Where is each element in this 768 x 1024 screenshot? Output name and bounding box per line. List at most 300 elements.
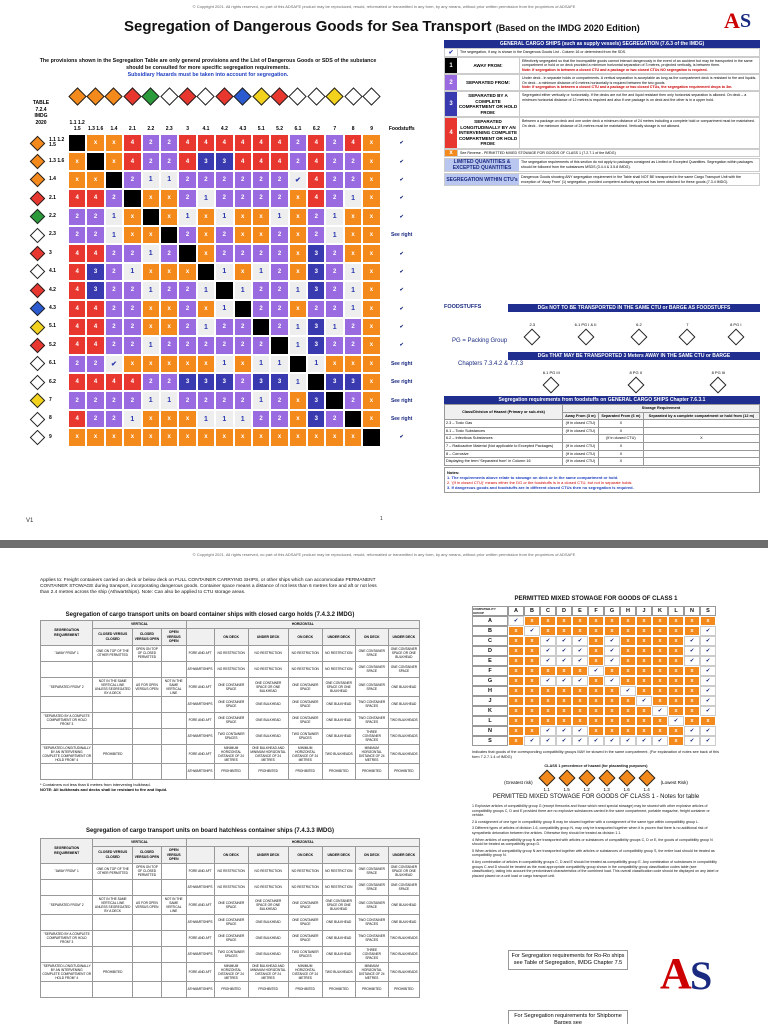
hazard-diamond-icon [30, 430, 46, 446]
seg-table-cell [41, 946, 93, 962]
col-header [307, 86, 325, 134]
seg-table-cell: "SEPARATED LONGITUDINALLY BY AN INTERVENING COMPLETE COMPARTMENT OR HOLD FROM" 4 [42, 963, 92, 980]
col-header [344, 86, 362, 134]
seg-cell: x [362, 152, 380, 170]
table-row [28, 208, 434, 226]
pm-cell: x [668, 676, 684, 686]
seg-table-cell: PROHIBITED [355, 763, 388, 779]
seg-cell: x [362, 208, 380, 226]
seg-table-cell [161, 712, 186, 728]
seg-cell: 4 [68, 373, 86, 391]
row-label-text: 6.1 [49, 360, 56, 367]
pm-col-header: K [652, 606, 668, 616]
seg-cell: 2 [325, 300, 343, 318]
food-icons-1 [508, 312, 760, 352]
seg-table-cell: ONE BULKHEAD [248, 728, 288, 744]
pm-cell: x [588, 676, 604, 686]
pm-cell: x [636, 616, 652, 626]
pm-cell: ✔ [700, 706, 716, 716]
seg-table-cell [93, 914, 133, 930]
general-cargo-header: GENERAL CARGO SHIPS (such as supply vessels) SEGREGATION (7.6.3 of the IMDG) [444, 40, 760, 48]
seg-table-cell [93, 930, 133, 946]
seg-cell: 4 [68, 318, 86, 336]
food-cell: X [598, 450, 643, 458]
seg-cell: 4 [86, 318, 104, 336]
pm-cell: ✔ [700, 676, 716, 686]
pm-cell: x [636, 706, 652, 716]
row-label-text: 3 [49, 249, 52, 256]
seg-cell [215, 281, 233, 299]
seg-cell: 1 [234, 410, 252, 428]
seg-cell: x [307, 428, 325, 446]
seg-cell: 2 [270, 410, 288, 428]
seg-cell: x [362, 300, 380, 318]
seg-cell: x [160, 189, 178, 207]
food-cell: 6.1 – Toxic Substances [445, 427, 563, 435]
seg-table-cell: ONE BULKHEAD [388, 696, 419, 712]
seg-cell: 3 [270, 373, 288, 391]
col-label: 2.3 [165, 126, 173, 132]
pm-cell: x [620, 696, 636, 706]
seg-cell: 3 [307, 391, 325, 409]
pm-cell: ✔ [684, 726, 700, 736]
hazard-diamond-icon [30, 338, 46, 354]
seg-cell: 2 [344, 336, 362, 354]
pm-cell: ✔ [604, 676, 620, 686]
t2-th-s4: ON DECK [355, 847, 388, 864]
seg-cell: 1 [215, 355, 233, 373]
seg-cell: 2 [252, 189, 270, 207]
seg-cell: 2 [123, 171, 141, 189]
seg-cell: 4 [68, 189, 86, 207]
pm-cell: ✔ [572, 726, 588, 736]
seg-table-cell: ONE BULKHEAD [322, 728, 355, 744]
seg-cell: x [362, 134, 380, 152]
food-col-header [381, 86, 423, 134]
row-label [28, 208, 68, 226]
food-cell: (If in closed CTU) [562, 442, 598, 450]
seg-table-cell: ONE BULKHEAD AND MINIMUM HORIZONTAL DISTANCE OF 24 METRES [248, 962, 288, 981]
seg-table-row [41, 744, 420, 763]
seg-table-cell: ONE CONTAINER SPACE [355, 645, 388, 661]
pm-row-header: H [472, 686, 508, 696]
col-header [234, 86, 252, 134]
pm-cell: x [556, 696, 572, 706]
pm-cell: ✔ [620, 686, 636, 696]
seg-desc: Effectively segregated so that the incompatible goods cannot interact dangerously in the event of an accident but may be transported in the same compartment or hold or on deck provided a minimum horizontal separation of 3 metres, projected vertically, is between them. [522, 59, 753, 68]
seg-cell [105, 171, 123, 189]
pm-col-header: N [684, 606, 700, 616]
pm-cell: x [572, 616, 588, 626]
pm-cell: x [620, 676, 636, 686]
food-icons-2 [508, 360, 760, 400]
seg-cell: 2 [289, 134, 307, 152]
seg-cell: 2 [325, 244, 343, 262]
pm-cell: x [668, 636, 684, 646]
seg-cell [142, 208, 160, 226]
hazard-diamond-icon [627, 376, 644, 393]
seg-table-cell: PROHIBITED [355, 981, 388, 997]
pm-row-header: C [472, 636, 508, 646]
seg-cell: x [252, 428, 270, 446]
prec-item [641, 772, 653, 792]
seg-table-cell [41, 728, 93, 744]
food-table-block [444, 396, 760, 493]
prec-label: 1.3 [603, 787, 610, 793]
t1-th-s3: UNDER DECK [322, 629, 355, 646]
seg-table-cell: ONE CONTAINER SPACE [214, 914, 248, 930]
table-row [28, 410, 434, 428]
seg-table-cell: ONE BULKHEAD [388, 914, 419, 930]
seg-table-cell [93, 696, 133, 712]
seg-table-cell: THREE CONTAINER SPACES [355, 728, 388, 744]
seg-table-cell: TWO BULKHEADS [388, 712, 419, 728]
pm-cell: x [572, 716, 588, 726]
seg-table-cell: NO RESTRICTION [214, 879, 248, 895]
t1-th-s4: ON DECK [355, 629, 388, 646]
pm-cell: x [524, 616, 540, 626]
row-label [28, 189, 68, 207]
seg-cell: 2 [105, 318, 123, 336]
table-row [28, 373, 434, 391]
seg-table-cell: MINIMUM HORIZONTAL DISTANCE OF 24 METRES [214, 962, 248, 981]
seg-table-cell: FORE AND AFT [186, 677, 214, 696]
seg-table-cell: ATHWARTSHIPS [186, 661, 214, 677]
seg-cell: 4 [215, 134, 233, 152]
pm-title: PERMITTED MIXED STOWAGE FOR GOODS OF CLASS 1 [514, 596, 678, 602]
seg-cell: x [86, 428, 104, 446]
seg-table-cell [133, 696, 162, 712]
seg-cell: 2 [68, 355, 86, 373]
pm-cell: ✔ [556, 646, 572, 656]
seg-table-cell: ONE BULKHEAD AND MINIMUM HORIZONTAL DISTANCE OF 24 METRES [248, 744, 288, 763]
pm-cell: ✔ [652, 706, 668, 716]
copyright-2: © Copyright 2021. All rights reserved, no part of this ADSAFE product may be reproduced, resold, reformatted or transmitted in any form, by any means, without prior written permission from the proprietors of ADSAFE [192, 552, 576, 557]
seg-table-cell [161, 962, 186, 981]
pm-cell: x [684, 626, 700, 636]
seg-cell: x [289, 300, 307, 318]
food-bar-2: DGs THAT MAY BE TRANSPORTED 3 Meters AWAY IN THE SAME CTU or BARGE [508, 352, 760, 360]
seg-cell: x [234, 428, 252, 446]
food-icon-item [633, 322, 645, 343]
pm-cell: x [588, 646, 604, 656]
seg-cell: 2 [270, 318, 288, 336]
seg-note: Note: If segregation in between a closed CTU and a package or two closed CTUs NO segregation is required. [522, 67, 708, 72]
seg-table-cell: ONE CONTAINER SPACE [288, 895, 322, 914]
t2-th-cc: CLOSED VERSUS CLOSED [93, 847, 133, 864]
pm-cell: x [572, 686, 588, 696]
seg-table-cell: ONE CONTAINER SPACE [288, 696, 322, 712]
seg-cell: 2 [325, 263, 343, 281]
table2-title: Segregation of cargo transport units on board hatchless container ships (7.4.3.3 IMDG) [85, 828, 335, 834]
pm-cell: ✔ [556, 656, 572, 666]
seg-name: SEPARATED LONGITUDINALLY BY AN INTERVENING COMPLETE COMPARTMENT OR HOLD FROM: [458, 119, 518, 147]
seg-cell: 1 [142, 171, 160, 189]
x-icon: x [445, 150, 457, 156]
seg-table-cell: ONE CONTAINER SPACE [214, 712, 248, 728]
pm-cell: ✔ [540, 726, 556, 736]
seg-cell: 2 [123, 300, 141, 318]
food-icon-item [526, 322, 538, 343]
row-label-text: 4.2 [49, 286, 56, 293]
seg-table-cell: ONE CONTAINER SPACE [288, 930, 322, 946]
seg-cell: 2 [68, 226, 86, 244]
seg-cell: 4 [178, 134, 196, 152]
seg-cell: 4 [86, 336, 104, 354]
seg-cell: 1 [160, 171, 178, 189]
seg-cell: 4 [307, 189, 325, 207]
seg-cell: 3 [252, 373, 270, 391]
seg-cell: 2 [270, 226, 288, 244]
row-label-text: 5.2 [49, 341, 56, 348]
pm-cell: x [556, 716, 572, 726]
seg-cell: 2 [160, 336, 178, 354]
food-th-0: Class/Division of Hazard (Primary or sub-risk) [445, 405, 563, 420]
pm-cell: x [556, 616, 572, 626]
seg-cell: 2 [325, 171, 343, 189]
seg-table-cell: TWO CONTAINER SPACES [288, 728, 322, 744]
table1-title: Segregation of cargo transport units on board container ships with closed cargo holds (7.4.3.2 IMDG) [65, 612, 355, 618]
pm-cell: x [540, 616, 556, 626]
pm-cell: x [652, 626, 668, 636]
seg-cell: 2 [215, 171, 233, 189]
seg-cell: x [344, 226, 362, 244]
seg-cell: x [234, 226, 252, 244]
seg-cell: x [362, 391, 380, 409]
seg-cell: 2 [123, 244, 141, 262]
seg-table-cell: ATHWARTSHIPS [186, 879, 214, 895]
seg-cell: 2 [215, 318, 233, 336]
t1-th-s0: ON DECK [214, 629, 248, 646]
seg-table-cell: PROHIBITED [248, 981, 288, 997]
pm-cell: x [588, 716, 604, 726]
hazard-diamond-icon [30, 191, 46, 207]
seg-cell: 1 [252, 263, 270, 281]
seg-cell: 2 [86, 226, 104, 244]
pm-note-item: 5 When articles of compatibility group N are transported together with articles or substances of compatibility group S, the entire load should be treated as compatibility group N. [472, 848, 715, 858]
permitted-mixed-stowage [472, 596, 720, 792]
hazard-diamond-icon [123, 87, 141, 105]
seg-cell: 2 [178, 318, 196, 336]
seg-cell: 1 [270, 355, 288, 373]
food-th-3: Separated by a complete compartment or hold from (12 m) [643, 412, 759, 420]
seg-cell: 2 [160, 134, 178, 152]
check-icon: ✔ [445, 49, 457, 56]
seg-table-cell [161, 661, 186, 677]
seg-table-row [41, 712, 420, 728]
seg-table-cell: NO RESTRICTION [248, 879, 288, 895]
food-cell [562, 435, 598, 443]
seg-cell: x [197, 355, 215, 373]
seg-table-row [41, 930, 420, 946]
seg-table-cell: TWO CONTAINER SPACES [355, 930, 388, 946]
seg-table-cell: ONE CONTAINER SPACE [355, 895, 388, 914]
hazard-diamond-icon [30, 135, 46, 151]
seg-table-cell: FORE AND AFT [186, 895, 214, 914]
seg-table-cell [133, 744, 162, 763]
seg-check-text: The segregation, if any, is shown in the Dangerous Goods List - Column 16 or determined from the SDS. [457, 49, 759, 56]
pm-cell: x [668, 696, 684, 706]
food-cell: 8 – Corrosive [445, 450, 563, 458]
seg-cell: x [105, 152, 123, 170]
col-label: 2.1 [128, 126, 136, 132]
seg-cell: 2 [178, 281, 196, 299]
seg-table-row [41, 863, 420, 879]
pm-cell: x [604, 706, 620, 716]
seg-cell: 4 [252, 152, 270, 170]
seg-cell: x [234, 355, 252, 373]
pm-col-header: F [588, 606, 604, 616]
seg-table-cell: TWO CONTAINER SPACES [355, 914, 388, 930]
row-label-text: 2.2 [49, 213, 56, 219]
col-label: 9 [370, 126, 373, 132]
pm-cell: x [508, 646, 524, 656]
seg-number: 3 [445, 92, 457, 116]
food-icon-label: 6.1 PG I & II [574, 321, 597, 327]
pm-cell: x [684, 666, 700, 676]
seg-table-cell: PROHIBITED [322, 981, 355, 997]
seg-cell: x [252, 226, 270, 244]
row-label [28, 263, 68, 281]
seg-table-cell: MINIMUM HORIZONTAL DISTANCE OF 24 METRES [288, 962, 322, 981]
intro [38, 58, 378, 79]
pm-cell: x [524, 646, 540, 656]
seg-cell: 2 [160, 281, 178, 299]
pm-cell: ✔ [700, 696, 716, 706]
food-cell: (If in closed CTU) [562, 427, 598, 435]
seg-table-cell: NO RESTRICTION [288, 879, 322, 895]
seg-cell: 2 [105, 336, 123, 354]
seg-cell: 4 [86, 244, 104, 262]
seg-table-cell: ONE CONTAINER SPACE OR ONE BULKHEAD [322, 677, 355, 696]
seg-cell: 3 [215, 152, 233, 170]
food-icon-label: 8 PG I [730, 321, 742, 327]
seg-table-row [41, 981, 420, 997]
seg-table-row [41, 696, 420, 712]
seg-cell: 1 [215, 300, 233, 318]
pm-cell: x [604, 696, 620, 706]
seg-table-cell: ONE CONTAINER SPACE [214, 930, 248, 946]
pm-cell: ✔ [700, 646, 716, 656]
seg-cell: x [123, 355, 141, 373]
seg-table-cell: MINIMUM HORIZONTAL DISTANCE OF 24 METRES [288, 744, 322, 763]
logo-large: A S [660, 949, 713, 998]
seg-table-cell: NO RESTRICTION [322, 661, 355, 677]
seg-desc: Between a package on deck and one under deck a minimum distance of 24 metres including a complete hold or compartment must be maintained. On deck - the minimum distance of 24 metres must be maintained. Vertically storage is not allowed. [522, 119, 755, 128]
seg-cell: 2 [252, 244, 270, 262]
hazard-diamond-icon [105, 87, 123, 105]
pm-cell: x [620, 636, 636, 646]
row-label [28, 355, 68, 373]
seg-cell: ✔ [289, 171, 307, 189]
pm-cell: ✔ [524, 626, 540, 636]
hazard-diamond-icon [524, 328, 541, 345]
page-2 [0, 548, 768, 1024]
pm-cell: x [508, 716, 524, 726]
pm-cell: x [668, 646, 684, 656]
pm-cell: ✔ [684, 656, 700, 666]
seg-table-cell: NO RESTRICTION [322, 863, 355, 879]
seg-cell: 1 [197, 318, 215, 336]
food-cell [643, 427, 759, 435]
seg-table-row [41, 763, 420, 779]
pm-cell: ✔ [540, 656, 556, 666]
pm-cell: x [588, 686, 604, 696]
food-cell: 7 – Radioactive Material (Not applicable to Excepted Packages) [445, 442, 563, 450]
seg-cell: x [362, 410, 380, 428]
t1-th-oo: OPEN VERSUS OPEN [161, 629, 186, 646]
hatchless-table [40, 838, 420, 998]
seg-cell: x [362, 171, 380, 189]
food-cell: ✔ [399, 268, 404, 275]
pm-row-header: B [472, 626, 508, 636]
hazard-diamond-icon [215, 87, 233, 105]
food-cell: ✔ [399, 342, 404, 349]
pm-cell: x [588, 616, 604, 626]
pm-cell: x [620, 716, 636, 726]
seg-cell: ✔ [105, 355, 123, 373]
seg-cell: 1 [105, 208, 123, 226]
barge-note: For Segregation requirements for Shipborne Barges see [508, 1010, 628, 1024]
seg-cell: 2 [178, 189, 196, 207]
seg-cell: 4 [307, 134, 325, 152]
seg-row [444, 57, 760, 74]
col-label: 1.1 1.2 1.5 [69, 120, 85, 132]
seg-cell: 3 [307, 263, 325, 281]
seg-cell: 1 [142, 281, 160, 299]
pm-cell: ✔ [604, 736, 620, 746]
seg-table-cell: "SEPARATED FROM" 2 [41, 895, 93, 914]
seg-cell: 4 [86, 300, 104, 318]
pm-note-item: 4 When articles of compatibility group N are transported with articles or substances of compatibility groups C, D or E, the goods of compatibility group N should be treated as compatibility group D. [472, 837, 713, 847]
row-label [28, 226, 68, 244]
seg-table-cell: ONE BULKHEAD [322, 946, 355, 962]
seg-cell: 1 [289, 336, 307, 354]
seg-cell: 2 [252, 336, 270, 354]
food-tbody [445, 420, 760, 466]
title-sub: (Based on the IMDG 2020 Edition) [495, 23, 640, 33]
seg-cell: 2 [307, 208, 325, 226]
pm-note-item: 6 Any combination of articles in compatibility groups C, D and E should be treated as compatibility group E. Any combination of substances in compatibility groups C and D should be treated as the most appropriate compatibility group shown in the compatibility group classification codes table (see classification), taking into account the predominant characteristics of the combined load. This overall classification code should be displayed on any label or placard placed on a unit load or cargo transport unit. [472, 859, 719, 878]
seg-cell: 4 [123, 134, 141, 152]
seg-table-row [41, 645, 420, 661]
seg-cell: 4 [123, 373, 141, 391]
pm-cell: x [604, 686, 620, 696]
pm-cell: x [556, 686, 572, 696]
explosive-diamond-icon [638, 770, 655, 787]
seg-table-cell: MINIMUM HORIZONTAL DISTANCE OF 24 METRES [214, 744, 248, 763]
seg-table-cell [93, 946, 133, 962]
pm-cell: x [604, 726, 620, 736]
seg-table-cell: ONE BULKHEAD [248, 696, 288, 712]
t1-th-horiz: HORIZONTAL [186, 621, 419, 629]
seg-table-cell: "SEPARATED FROM" 2 [41, 677, 93, 696]
seg-table-cell [161, 863, 186, 879]
seg-note: Note: If segregation is between a closed CTU and a package or two closed CTUs, the segregation requirement drops to 3m. [522, 85, 733, 90]
copyright: © Copyright 2021. All rights reserved, no part of this ADSAFE product may be reproduced, resold, reformatted or transmitted in any form, by any means, without prior written permission from the proprietors of ADSAFE [192, 4, 576, 9]
prec-item [541, 772, 553, 792]
seg-table-cell: ONE CONTAINER SPACE OR ONE BULKHEAD [388, 645, 419, 661]
seg-table-cell: ONE CONTAINER SPACE [214, 895, 248, 914]
seg-table-cell: PROHIBITED [93, 962, 133, 981]
seg-table-cell: FORE AND AFT [186, 930, 214, 946]
col-header [326, 86, 344, 134]
pm-note-item: 1 Explosive articles of compatibility group G (except fireworks and those which need special stowage) may be stowed with other explosive articles of compatibility groups C, D and E provided there are no explosive substances carried in the same compartment, portable magazine, freight container or vehicle. [472, 804, 710, 818]
table-row [28, 318, 434, 336]
seg-table-cell: ONE BULKHEAD [322, 696, 355, 712]
food-cell: 6.2 – Infectious Substances [445, 435, 563, 443]
pm-cell: x [604, 616, 620, 626]
